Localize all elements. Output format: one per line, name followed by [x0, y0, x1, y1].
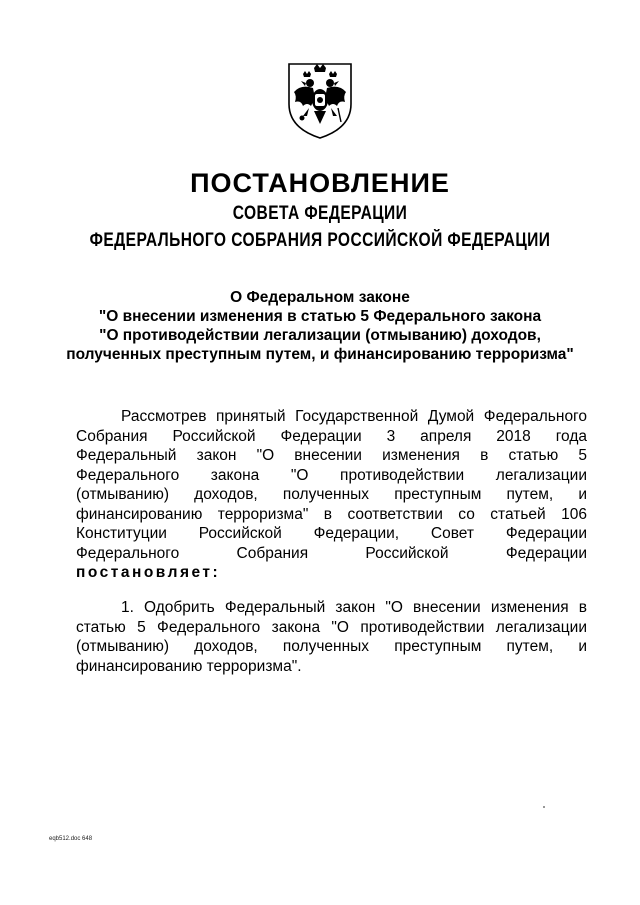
resolution-heading: [60, 288, 580, 364]
paragraph-line: финансированию терроризма" в соответствии со статьей 106: [76, 505, 587, 523]
paragraph-line: Федеральный закон "О внесении изменения в статью 5: [76, 447, 587, 464]
document-title: ПОСТАНОВЛЕНИЕ: [190, 168, 450, 198]
paragraph-preamble: [76, 407, 587, 583]
heading-line: О Федеральном законе: [230, 289, 410, 306]
paragraph-line: статью 5 Федерального закона "О противодействии легализации: [76, 618, 587, 636]
paragraph-line: 1. Одобрить Федеральный закон "О внесении изменения в: [121, 599, 587, 616]
paragraph-line: (отмыванию) доходов, полученных преступным путем, и: [76, 638, 587, 655]
paragraph-item-1: [76, 598, 587, 676]
paragraph-line: Собрания Российской Федерации 3 апреля 2018 года: [76, 427, 587, 445]
paragraph-line: (отмыванию) доходов, полученных преступным путем, и: [76, 486, 587, 503]
heading-line: "О противодействии легализации (отмыванию) доходов,: [99, 327, 541, 344]
paragraph-line: Конституции Российской Федерации, Совет Федерации: [76, 525, 587, 542]
document-subtitle-2: ФЕДЕРАЛЬНОГО СОБРАНИЯ РОССИЙСКОЙ ФЕДЕРАЦИИ: [89, 230, 551, 251]
heading-line: "О внесении изменения в статью 5 Федерального закона: [98, 308, 542, 325]
coat-of-arms-icon: [281, 58, 359, 142]
document-subtitle-1: СОВЕТА ФЕДЕРАЦИИ: [232, 203, 408, 224]
paragraph-line: Рассмотрев принятый Государственной Думой Федерального: [121, 408, 587, 425]
scan-speck: [543, 806, 545, 808]
decree-word: постановляет:: [76, 564, 221, 581]
paragraph-line: Федерального Собрания Российской Федерации: [76, 544, 587, 562]
file-reference: eqb512.doc 648: [49, 836, 93, 842]
paragraph-line: Федерального закона "О противодействии легализации: [76, 466, 587, 484]
paragraph-line: финансированию терроризма".: [76, 657, 302, 675]
heading-line: полученных преступным путем, и финансированию терроризма": [66, 346, 574, 363]
